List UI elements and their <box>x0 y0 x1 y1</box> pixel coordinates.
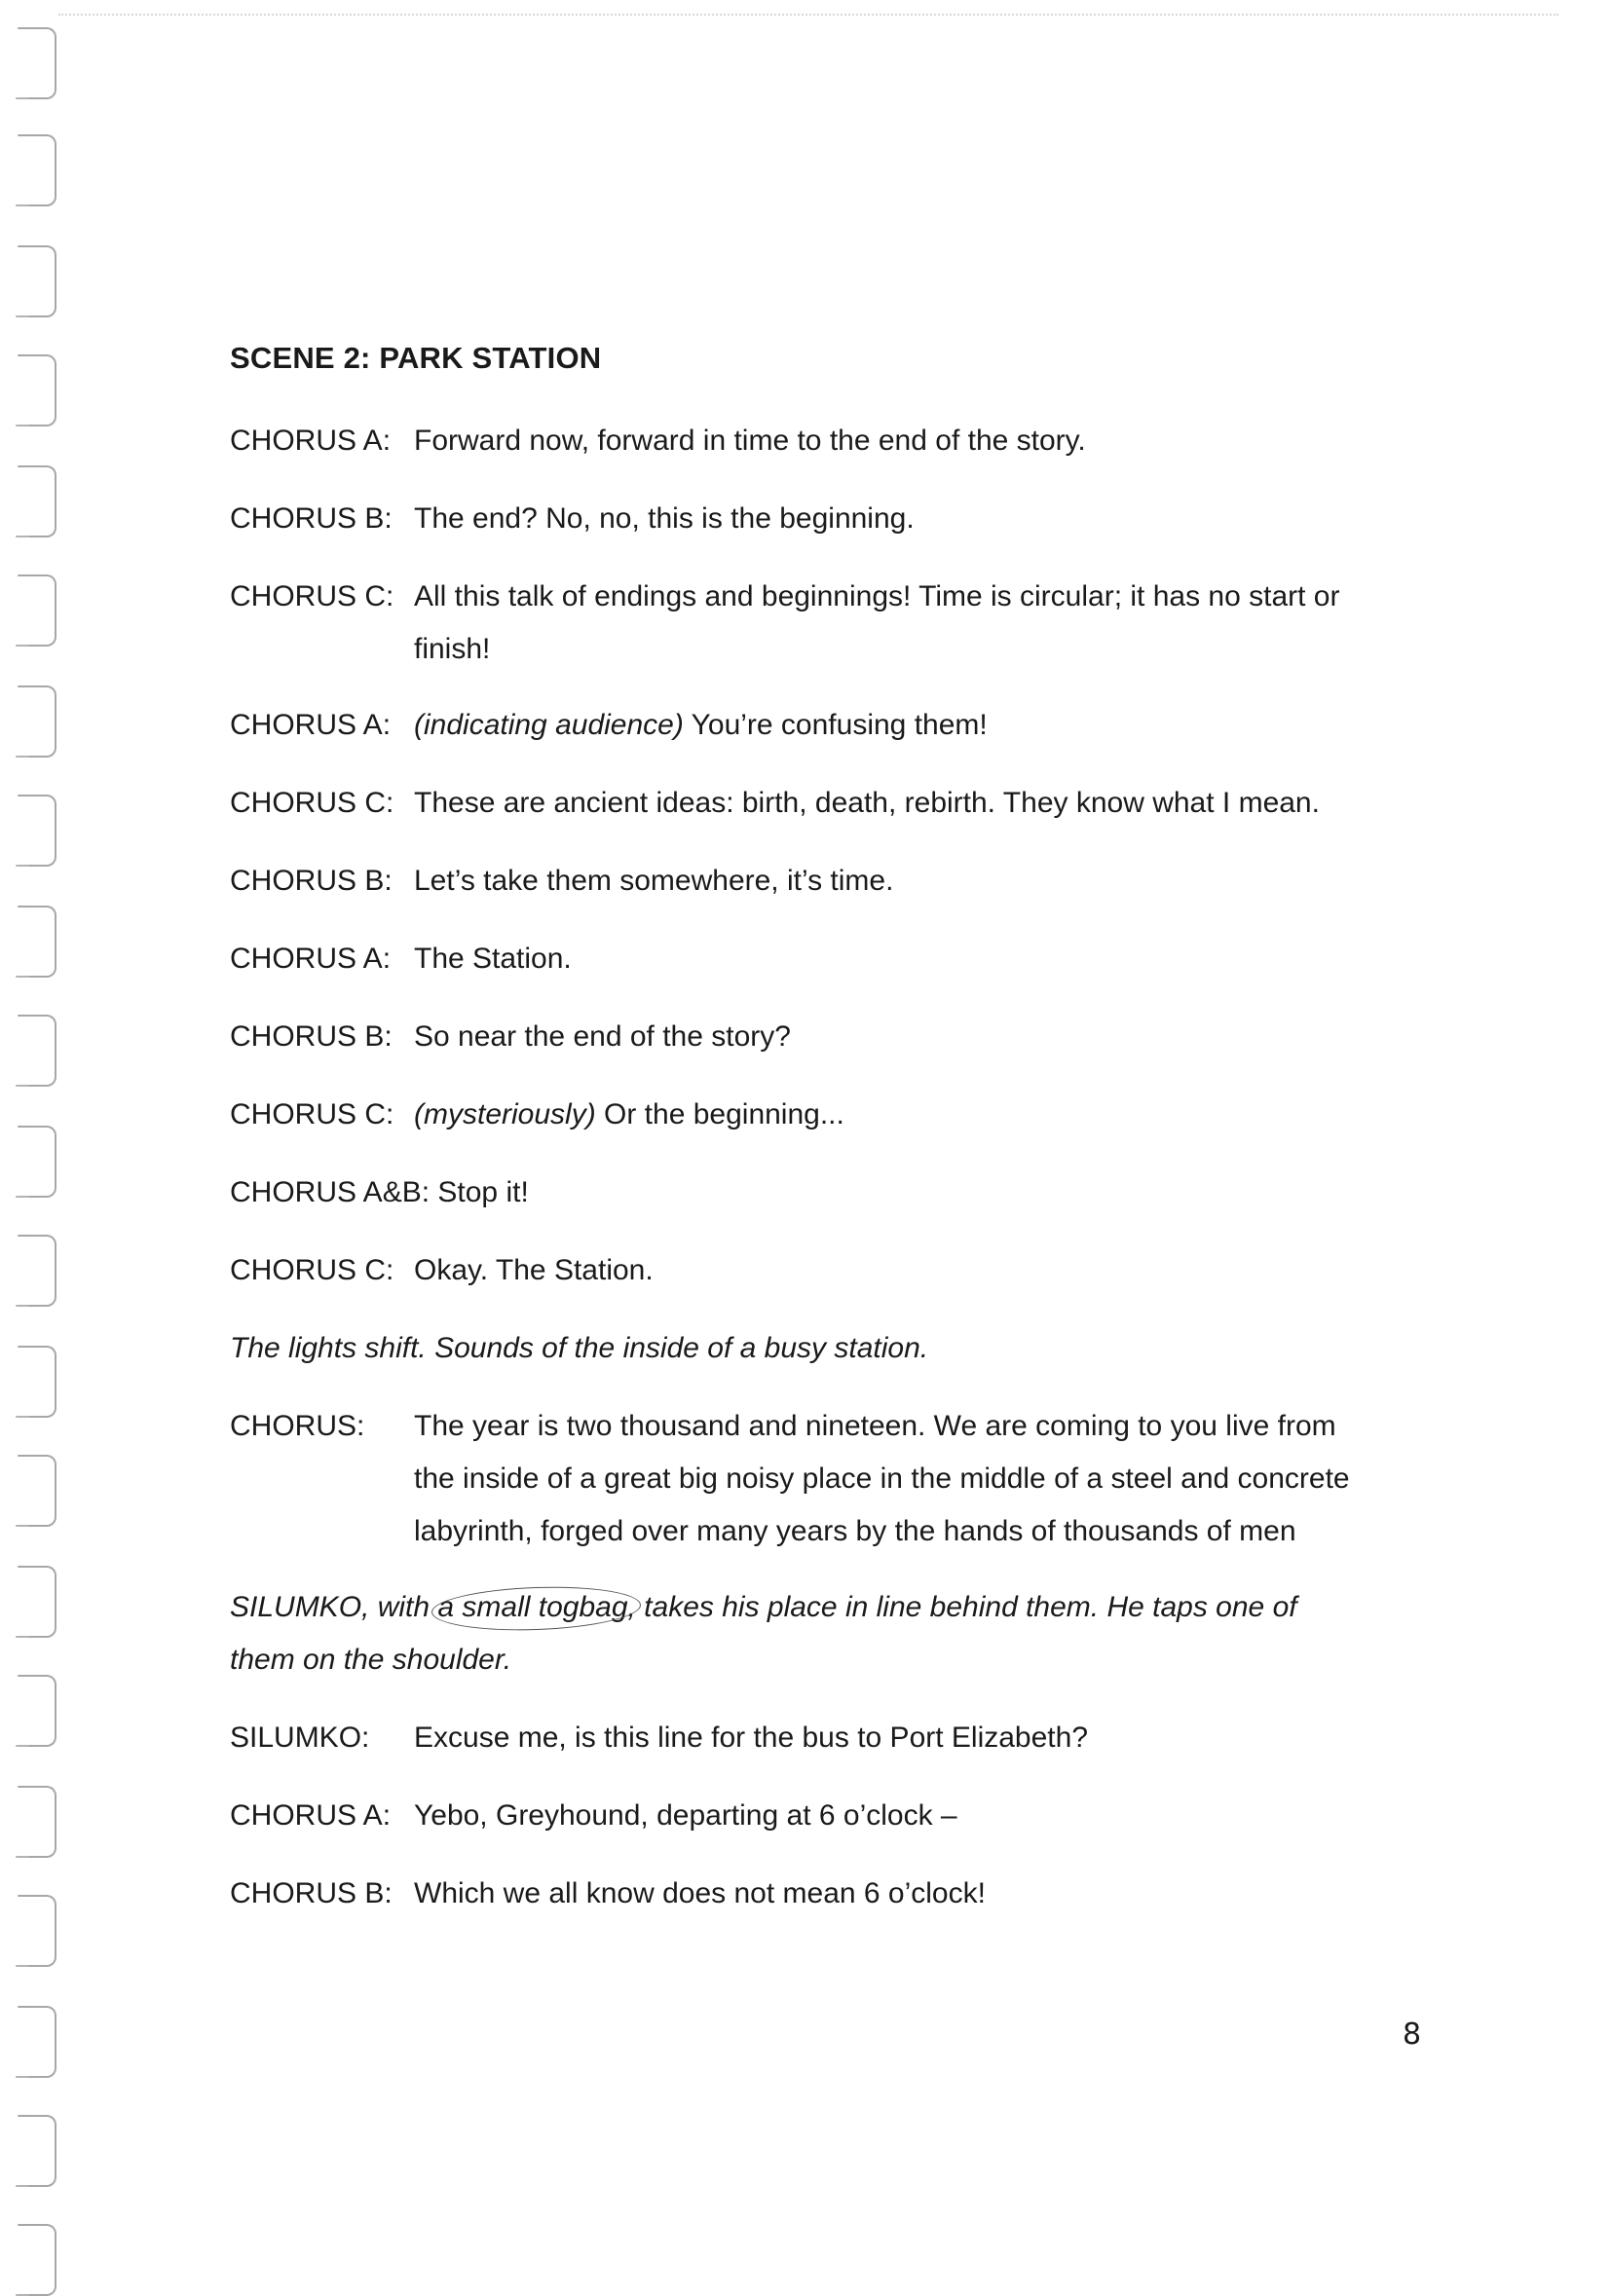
speech-text: The Station. <box>414 943 572 975</box>
binder-ring-icon <box>27 465 56 537</box>
speaker-name: CHORUS B: <box>230 865 393 897</box>
speech-text <box>414 1089 1437 1141</box>
speaker-name: CHORUS A: <box>230 709 392 741</box>
speaker-name: CHORUS C: <box>230 580 394 612</box>
speaker-name: CHORUS C: <box>230 787 394 819</box>
speech-text: Forward now, forward in time to the end of the story. <box>414 425 1086 457</box>
binder-ring-icon <box>27 1675 56 1747</box>
binder-ring-icon <box>27 1455 56 1527</box>
binder-ring-icon <box>27 1235 56 1307</box>
binder-ring-icon <box>27 574 56 647</box>
binder-ring-icon <box>27 245 56 317</box>
binder-ring-icon <box>27 1566 56 1638</box>
binder-ring-icon <box>27 1346 56 1418</box>
binder-ring-marks <box>18 0 76 2278</box>
speaker-name: CHORUS C: <box>230 1098 394 1130</box>
stage-direction-text: SILUMKO, with <box>230 1591 438 1623</box>
scene-heading: SCENE 2: PARK STATION <box>230 341 602 375</box>
speech-text-body: You’re confusing them! <box>683 709 988 741</box>
speaker-name: CHORUS B: <box>230 1877 393 1909</box>
binder-ring-icon <box>27 27 56 99</box>
binder-ring-icon <box>27 1895 56 1967</box>
binder-ring-icon <box>27 906 56 978</box>
speech-text: These are ancient ideas: birth, death, rebirth. They know what I mean. <box>414 787 1320 819</box>
page-number: 8 <box>1403 2018 1422 2052</box>
handwritten-circled-text: a small togbag, <box>437 1581 635 1634</box>
stage-direction <box>230 1581 1428 1686</box>
binder-ring-icon <box>27 685 56 758</box>
speech-text-line: labyrinth, forged over many years by the hands of thousands of men <box>414 1515 1296 1547</box>
speaker-name: CHORUS A: <box>230 425 392 457</box>
stage-direction-text: them on the shoulder. <box>230 1644 512 1676</box>
speech-text <box>414 571 1437 676</box>
speech-text <box>230 1167 1253 1219</box>
speech-text-line: All this talk of endings and beginnings! Time is circular; it has no start or <box>414 580 1340 612</box>
binder-ring-icon <box>27 1015 56 1087</box>
binder-ring-icon <box>27 795 56 867</box>
speech-text-line: finish! <box>414 633 491 665</box>
speech-text-line: the inside of a great big noisy place in the middle of a steel and concrete <box>414 1463 1350 1495</box>
stage-direction-text: takes his place in line behind them. He taps one of <box>635 1591 1297 1623</box>
speech-text: The end? No, no, this is the beginning. <box>414 502 915 535</box>
scan-edge-line <box>58 14 1558 16</box>
speech-text-line: The year is two thousand and nineteen. We are coming to you live from <box>414 1410 1336 1442</box>
binder-ring-icon <box>27 1786 56 1858</box>
speech-text-body: Or the beginning... <box>595 1098 844 1130</box>
parenthetical-direction: (mysteriously) <box>414 1098 596 1130</box>
speaker-name: SILUMKO: <box>230 1722 370 1754</box>
binder-ring-icon <box>27 354 56 426</box>
speech-text: Okay. The Station. <box>414 1254 654 1286</box>
speech-text <box>414 699 1437 752</box>
speaker-name: CHORUS B: <box>230 1020 393 1053</box>
speaker-name: CHORUS A: <box>230 943 392 975</box>
speech-text <box>414 1400 1437 1558</box>
speaker-name: CHORUS: <box>230 1410 365 1442</box>
speech-text: Let’s take them somewhere, it’s time. <box>414 865 894 897</box>
speech-text: Which we all know does not mean 6 o’clock! <box>414 1877 986 1909</box>
binder-ring-icon <box>27 2006 56 2078</box>
speech-text: So near the end of the story? <box>414 1020 791 1053</box>
speaker-name: CHORUS A&B: <box>230 1176 431 1208</box>
stage-direction: The lights shift. Sounds of the inside of a busy station. <box>230 1332 929 1364</box>
binder-ring-icon <box>27 2115 56 2187</box>
speaker-name: CHORUS A: <box>230 1799 392 1832</box>
binder-ring-icon <box>27 1126 56 1198</box>
binder-ring-icon <box>27 134 56 206</box>
speaker-name: CHORUS B: <box>230 502 393 535</box>
speech-text-body: Stop it! <box>437 1176 529 1208</box>
speech-text: Yebo, Greyhound, departing at 6 o’clock – <box>414 1799 957 1832</box>
parenthetical-direction: (indicating audience) <box>414 709 684 741</box>
speech-text: Excuse me, is this line for the bus to Port Elizabeth? <box>414 1722 1089 1754</box>
speaker-name: CHORUS C: <box>230 1254 394 1286</box>
binder-ring-icon <box>27 2224 56 2296</box>
